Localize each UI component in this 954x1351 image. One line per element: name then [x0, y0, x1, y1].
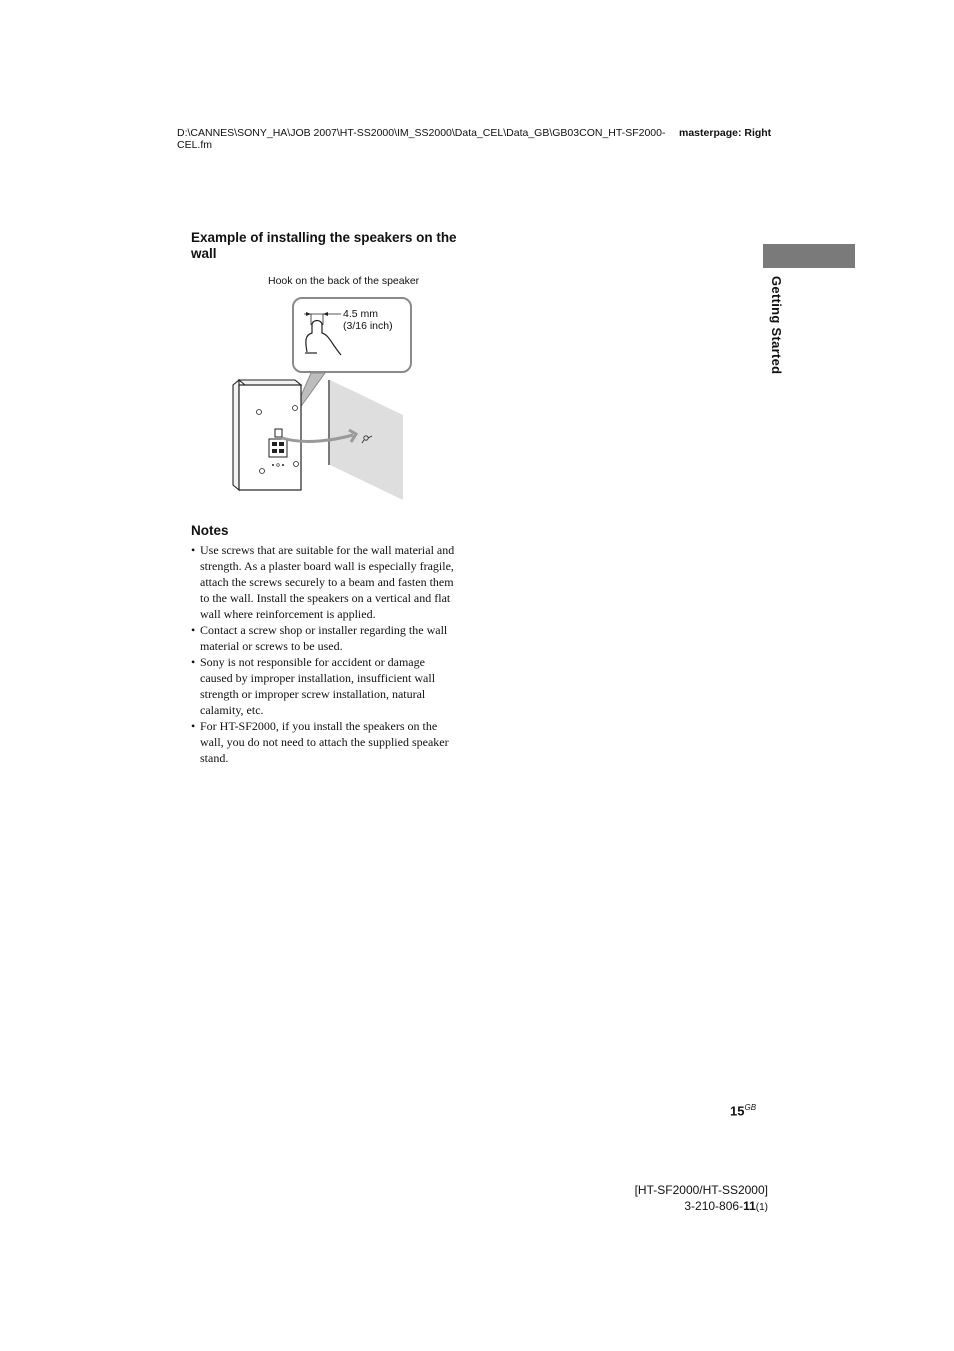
code-prefix: 3-210-806- — [684, 1199, 744, 1213]
speaker-icon — [233, 380, 301, 490]
list-item: • For HT-SF2000, if you install the speakers on the wall, you do not need to attach the supplied speaker stand. — [191, 718, 457, 766]
hook-dimension-label — [343, 308, 393, 332]
section-tab-bar — [763, 244, 855, 268]
page-number-suffix: GB — [744, 1103, 757, 1112]
header-file-path: D:\CANNES\SONY_HA\JOB 2007\HT-SS2000\IM_SS2000\Data_CEL\Data_GB\GB03CON_HT-SF2000-CEL.fm — [177, 127, 666, 151]
page-number — [730, 1103, 756, 1118]
code-bold: 11 — [743, 1199, 756, 1213]
footer-model-info — [600, 1182, 768, 1216]
list-item: • Contact a screw shop or installer regarding the wall material or screws to be used. — [191, 622, 457, 654]
code-suffix: (1) — [755, 1202, 768, 1213]
figure-caption: Hook on the back of the speaker — [268, 275, 420, 287]
list-item: • Use screws that are suitable for the wall material and strength. As a plaster board wall is especially fragile, attach the screws securely to a beam and fasten them to the wall. Install the speakers on a vertical and flat wall where reinforcement is applied. — [191, 542, 457, 622]
section-tab-label: Getting Started — [769, 276, 784, 375]
notes-list — [191, 542, 457, 766]
notes-heading: Notes — [191, 523, 229, 538]
section-title: Example of installing the speakers on the wall — [191, 230, 457, 261]
footer-part-code — [600, 1198, 768, 1216]
page-number-value: 15 — [730, 1103, 745, 1119]
dimension-inch: (3/16 inch) — [343, 320, 393, 332]
dimension-mm: 4.5 mm — [343, 308, 379, 320]
list-item: • Sony is not responsible for accident or damage caused by improper installation, insufficient wall strength or improper screw installation, natural calamity, etc. — [191, 654, 457, 718]
header-masterpage: masterpage: Right — [679, 127, 772, 139]
footer-model-name: [HT-SF2000/HT-SS2000] — [634, 1183, 768, 1197]
